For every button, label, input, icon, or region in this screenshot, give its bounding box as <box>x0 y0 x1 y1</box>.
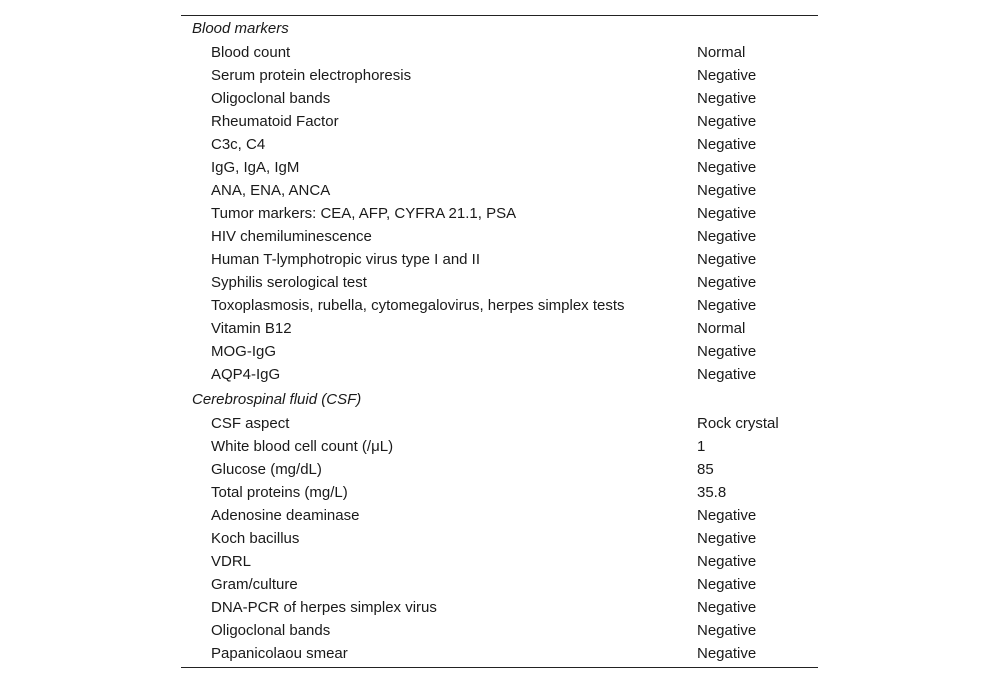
table-row <box>181 435 818 458</box>
row-label: IgG, IgA, IgM <box>211 159 300 176</box>
row-value: Negative <box>697 507 757 524</box>
table-row <box>181 527 818 550</box>
table-row <box>181 550 818 573</box>
row-label: HIV chemiluminescence <box>211 228 372 245</box>
row-value: Normal <box>697 320 746 337</box>
row-value: 1 <box>697 438 706 455</box>
row-value: 35.8 <box>697 484 727 501</box>
row-value: Negative <box>697 90 757 107</box>
table-row <box>181 619 818 642</box>
table-row <box>181 202 818 225</box>
section-blood-markers <box>181 17 818 386</box>
row-label: Human T-lymphotropic virus type I and II <box>211 251 481 268</box>
table-row <box>181 363 818 386</box>
row-value: Negative <box>697 205 757 222</box>
row-label: Papanicolaou smear <box>211 645 348 662</box>
row-label: Koch bacillus <box>211 530 300 547</box>
row-value: Negative <box>697 530 757 547</box>
table-row <box>181 133 818 156</box>
table-row <box>181 481 818 504</box>
row-label: C3c, C4 <box>211 136 266 153</box>
row-label: VDRL <box>211 553 252 570</box>
row-label: Tumor markers: CEA, AFP, CYFRA 21.1, PSA <box>211 205 517 222</box>
row-label: CSF aspect <box>211 415 290 432</box>
row-label: DNA-PCR of herpes simplex virus <box>211 599 437 616</box>
row-value: Negative <box>697 67 757 84</box>
row-value: Negative <box>697 553 757 570</box>
row-value: Negative <box>697 159 757 176</box>
row-value: Negative <box>697 228 757 245</box>
row-value: Negative <box>697 113 757 130</box>
row-label: Gram/culture <box>211 576 298 593</box>
table-row <box>181 41 818 64</box>
row-value: Negative <box>697 182 757 199</box>
results-table <box>181 15 818 668</box>
row-value: Negative <box>697 366 757 383</box>
table-row <box>181 317 818 340</box>
row-label: Rheumatoid Factor <box>211 113 339 130</box>
row-label: Adenosine deaminase <box>211 507 360 524</box>
table-row <box>181 642 818 665</box>
table-row <box>181 248 818 271</box>
row-label: Oligoclonal bands <box>211 90 331 107</box>
table-row <box>181 225 818 248</box>
table-row <box>181 412 818 435</box>
row-value: Negative <box>697 274 757 291</box>
table-row <box>181 87 818 110</box>
row-value: Rock crystal <box>697 415 779 432</box>
row-label: Toxoplasmosis, rubella, cytomegalovirus, herpes simplex tests <box>211 297 625 314</box>
table-row <box>181 271 818 294</box>
table-row <box>181 596 818 619</box>
row-value: Negative <box>697 343 757 360</box>
row-label: Glucose (mg/dL) <box>211 461 322 478</box>
row-label: Syphilis serological test <box>211 274 367 291</box>
row-value: Negative <box>697 622 757 639</box>
section-heading: Cerebrospinal fluid (CSF) <box>192 391 362 408</box>
row-value: 85 <box>697 461 714 478</box>
section-heading: Blood markers <box>192 20 289 37</box>
row-label: ANA, ENA, ANCA <box>211 182 331 199</box>
row-label: Blood count <box>211 44 291 61</box>
row-value: Negative <box>697 297 757 314</box>
row-label: Serum protein electrophoresis <box>211 67 412 84</box>
row-value: Negative <box>697 645 757 662</box>
row-value: Negative <box>697 576 757 593</box>
row-label: Oligoclonal bands <box>211 622 331 639</box>
table-row <box>181 110 818 133</box>
row-value: Negative <box>697 251 757 268</box>
row-value: Negative <box>697 599 757 616</box>
table-row <box>181 504 818 527</box>
table-row <box>181 64 818 87</box>
row-value: Negative <box>697 136 757 153</box>
row-label: AQP4-IgG <box>211 366 281 383</box>
row-label: MOG-IgG <box>211 343 277 360</box>
row-label: Vitamin B12 <box>211 320 292 337</box>
table-row <box>181 294 818 317</box>
table-row <box>181 340 818 363</box>
section-cerebrospinal-fluid <box>181 388 818 665</box>
row-label: White blood cell count (/μL) <box>211 438 394 455</box>
table-row <box>181 458 818 481</box>
table-row <box>181 156 818 179</box>
row-value: Normal <box>697 44 746 61</box>
table-row <box>181 179 818 202</box>
row-label: Total proteins (mg/L) <box>211 484 348 501</box>
table-row <box>181 573 818 596</box>
